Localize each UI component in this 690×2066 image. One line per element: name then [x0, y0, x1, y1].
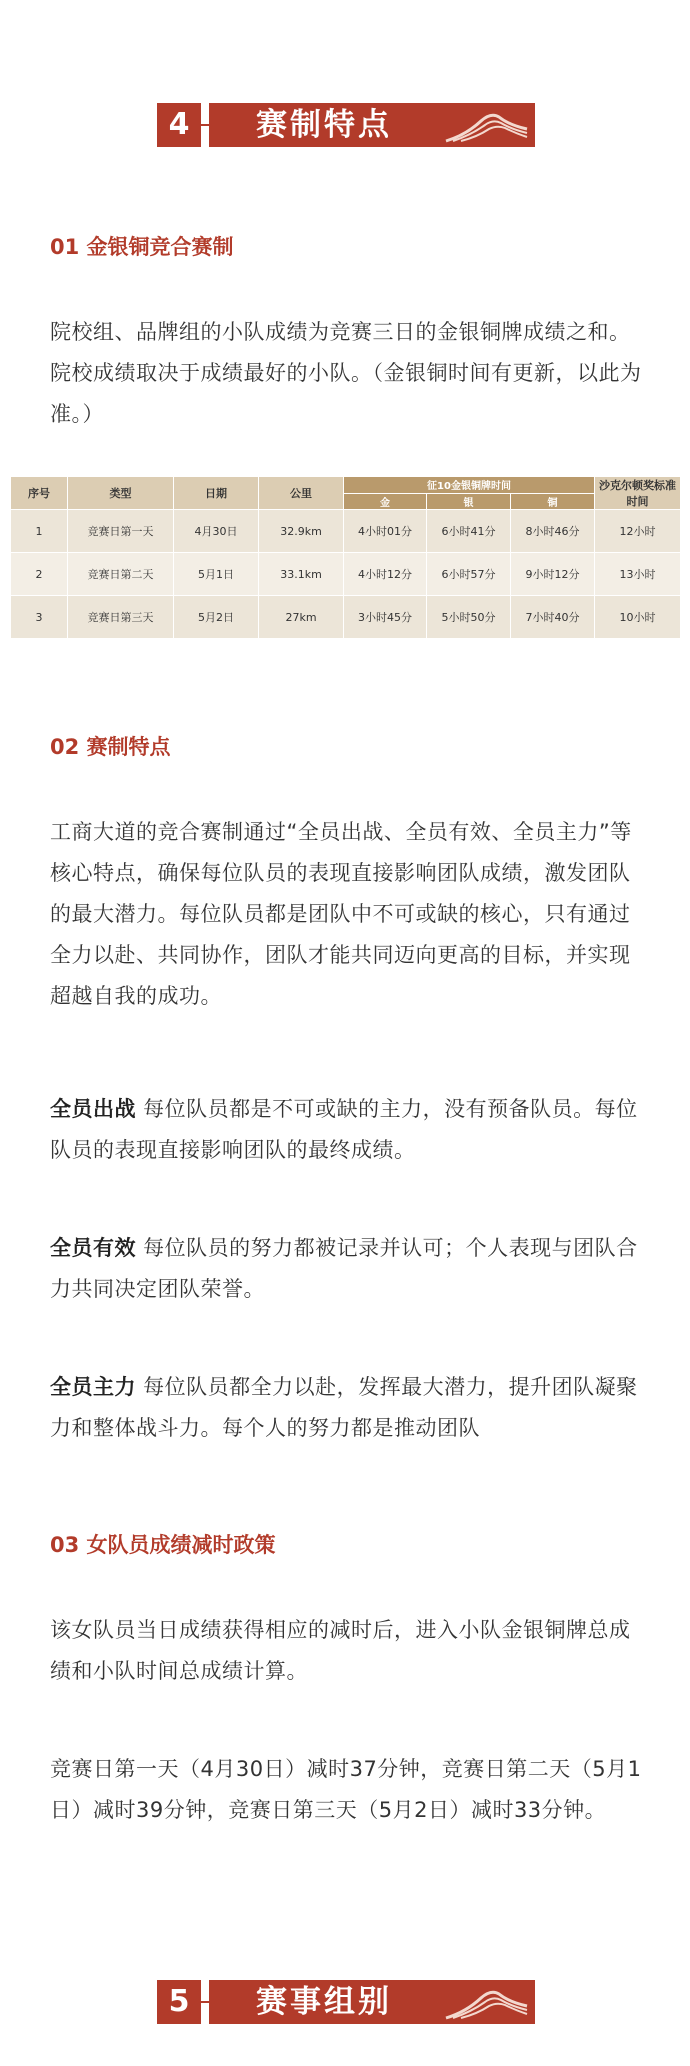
cell-date: 5月2日: [174, 596, 259, 639]
cell-type: 竞赛日第三天: [68, 596, 174, 639]
paragraph: 该女队员当日成绩获得相应的减时后，进入小队金银铜牌总成绩和小队时间总成绩计算。: [50, 1618, 631, 1683]
cell-date: 4月30日: [174, 510, 259, 553]
section-title: 赛制特点: [256, 107, 392, 143]
cell-gold: 4小时12分: [344, 553, 427, 596]
section-title: 赛事组别: [256, 1984, 392, 2020]
header-date: 日期: [174, 477, 259, 510]
cell-km: 27km: [259, 596, 344, 639]
cell-silver: 6小时57分: [427, 553, 511, 596]
header-silver: 银: [427, 493, 511, 510]
cell-silver: 6小时41分: [427, 510, 511, 553]
cell-seq: 3: [11, 596, 68, 639]
header-bronze: 铜: [511, 493, 595, 510]
header-km: 公里: [259, 477, 344, 510]
item-text: 每位队员都是不可或缺的主力，没有预备队员。每位队员的表现直接影响团队的最终成绩。: [50, 1097, 638, 1162]
item-text: 每位队员的努力都被记录并认可；个人表现与团队合力共同决定团队荣誉。: [50, 1236, 638, 1301]
cell-km: 32.9km: [259, 510, 344, 553]
section-banner-4: [157, 103, 535, 147]
item-label: 全员出战: [50, 1097, 136, 1121]
cell-silver: 5小时50分: [427, 596, 511, 639]
section-number: 4: [157, 103, 201, 147]
cell-type: 竞赛日第一天: [68, 510, 174, 553]
table-row: [11, 596, 681, 639]
cell-standard: 13小时: [595, 553, 681, 596]
cell-bronze: 7小时40分: [511, 596, 595, 639]
cell-seq: 1: [11, 510, 68, 553]
cell-seq: 2: [11, 553, 68, 596]
cell-gold: 4小时01分: [344, 510, 427, 553]
header-seq: 序号: [11, 477, 68, 510]
header-standard-time: 沙克尔顿奖标准时间: [595, 477, 681, 510]
cell-standard: 12小时: [595, 510, 681, 553]
mountain-icon: [441, 107, 531, 143]
header-medal-group: 征10金银铜牌时间: [344, 477, 595, 494]
section-banner-5: [157, 1980, 535, 2024]
section-number: 5: [157, 1980, 201, 2024]
cell-bronze: 8小时46分: [511, 510, 595, 553]
cell-date: 5月1日: [174, 553, 259, 596]
paragraph: 工商大道的竞合赛制通过“全员出战、全员有效、全员主力”等核心特点，确保每位队员的表现直接影响团队成绩，激发团队的最大潜力。每位队员都是团队中不可或缺的核心，只有通过全力以赴、共同协作，团队才能共同迈向更高的目标，并实现超越自我的成功。: [50, 820, 632, 1008]
cell-bronze: 9小时12分: [511, 553, 595, 596]
header-type: 类型: [68, 477, 174, 510]
cell-standard: 10小时: [595, 596, 681, 639]
mountain-icon: [441, 1984, 531, 2020]
subsection-heading-01: 01 金银铜竞合赛制: [50, 235, 234, 259]
subsection-heading-03: 03 女队员成绩减时政策: [50, 1533, 276, 1557]
table-row: [11, 510, 681, 553]
paragraph-item-3: [50, 1367, 650, 1449]
medal-time-table: [10, 476, 681, 639]
cell-gold: 3小时45分: [344, 596, 427, 639]
header-gold: 金: [344, 493, 427, 510]
table-row: [11, 553, 681, 596]
item-label: 全员有效: [50, 1236, 136, 1260]
paragraph-item-1: [50, 1089, 650, 1171]
item-text: 每位队员都全力以赴，发挥最大潜力，提升团队凝聚力和整体战斗力。每个人的努力都是推动团队: [50, 1375, 638, 1440]
cell-km: 33.1km: [259, 553, 344, 596]
item-label: 全员主力: [50, 1375, 136, 1399]
paragraph: 竞赛日第一天（4月30日）减时37分钟，竞赛日第二天（5月1日）减时39分钟，竞赛日第三天（5月2日）减时33分钟。: [50, 1757, 642, 1822]
paragraph: 院校组、品牌组的小队成绩为竞赛三日的金银铜牌成绩之和。院校成绩取决于成绩最好的小队。（金银铜时间有更新，以此为准。）: [50, 320, 642, 426]
paragraph-item-2: [50, 1228, 650, 1310]
cell-type: 竞赛日第二天: [68, 553, 174, 596]
subsection-heading-02: 02 赛制特点: [50, 735, 171, 759]
